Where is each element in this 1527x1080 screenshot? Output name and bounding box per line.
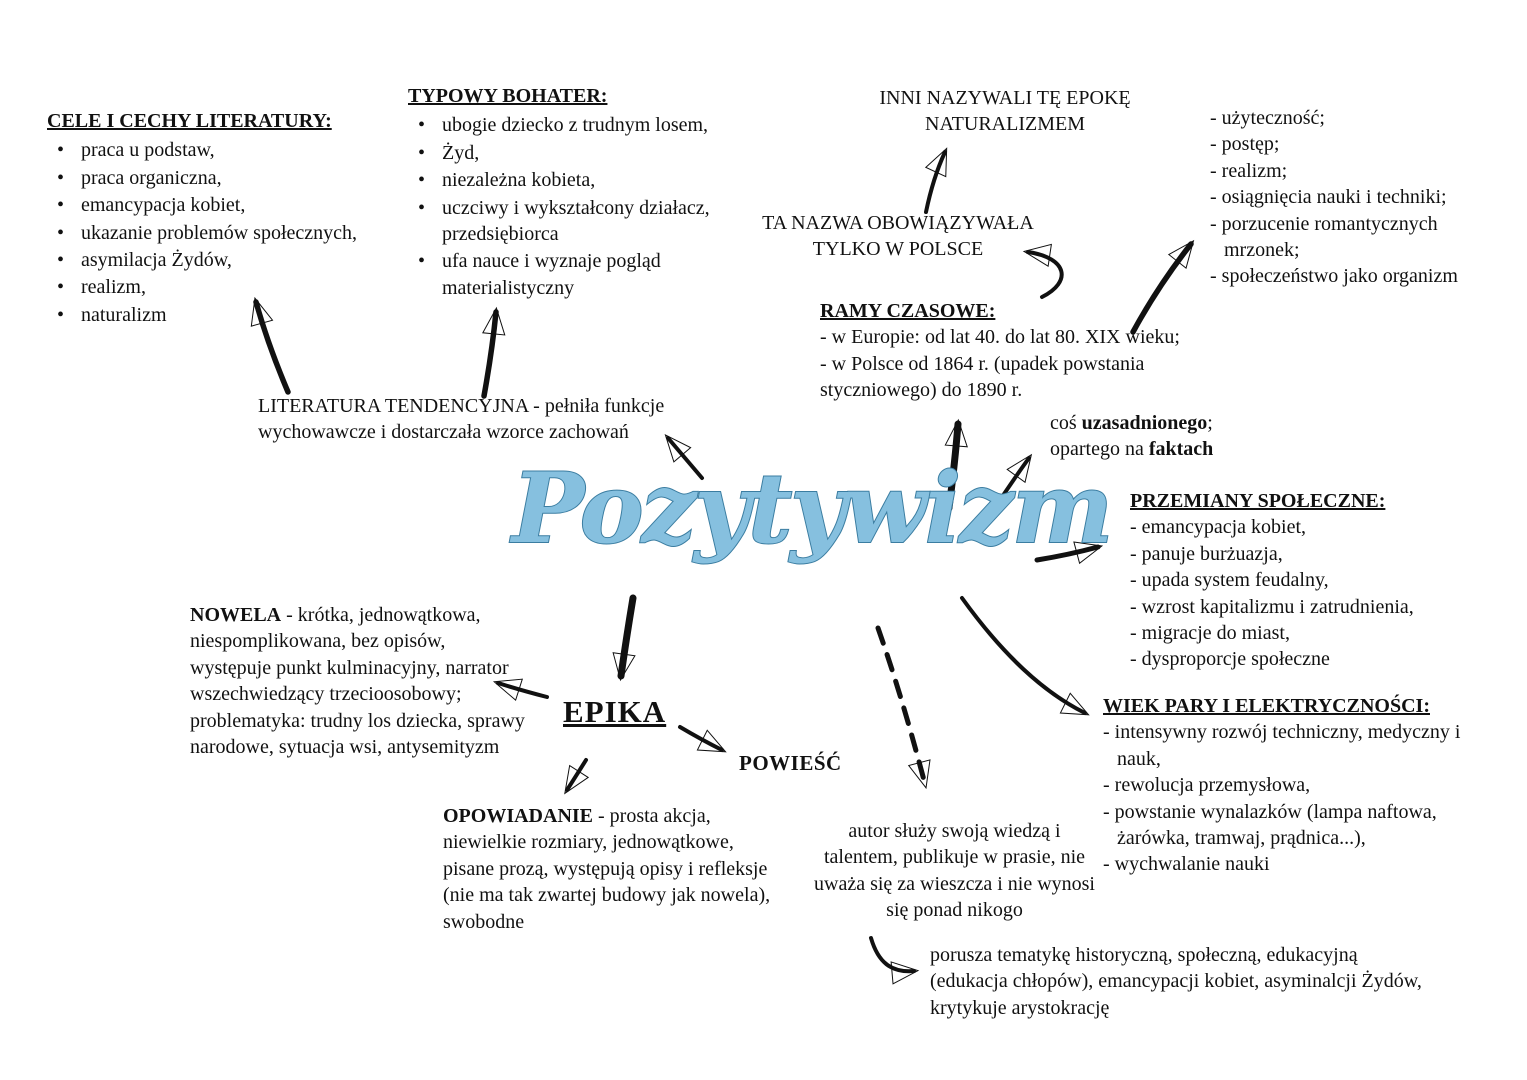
bohater-list bbox=[408, 112, 748, 301]
node-cele-i-cechy bbox=[47, 108, 387, 329]
list-item: • emancypacja kobiet, bbox=[47, 192, 387, 218]
bohater-heading: TYPOWY BOHATER: bbox=[408, 85, 608, 107]
cos-bold2: faktach bbox=[1148, 438, 1214, 461]
cos-line2 bbox=[1050, 436, 1310, 462]
node-literatura-tendencyjna bbox=[258, 393, 713, 446]
list-item: - osiągnięcia nauki i techniki; bbox=[1210, 186, 1447, 209]
list-item: - wychwalanie nauki bbox=[1103, 853, 1270, 876]
node-ta-nazwa bbox=[748, 210, 1048, 263]
opowiadanie-term: OPOWIADANIE bbox=[443, 805, 594, 827]
arrow-ta-nazwa-to-inni bbox=[926, 152, 945, 212]
list-item: - postęp; bbox=[1210, 133, 1280, 156]
arrow-literatura-to-bohater bbox=[484, 312, 496, 396]
arrow-title-to-epika bbox=[621, 598, 633, 676]
node-ramy-czasowe bbox=[820, 298, 1210, 404]
cele-heading: CELE I CECHY LITERATURY: bbox=[47, 110, 332, 132]
ta-nazwa-line2: TYLKO W POLSCE bbox=[812, 238, 984, 261]
list-item: • ufa nauce i wyznaje pogląd materialistyczny bbox=[408, 248, 748, 301]
porusza-text: porusza tematykę historyczną, społeczną, edukacyjną (edukacja chłopów), emancypacji kobiet, asyminalcji Żydów, krytykuje arystokrację bbox=[930, 944, 1422, 1019]
list-item: - emancypacja kobiet, bbox=[1130, 516, 1307, 539]
node-cechy-epoki bbox=[1210, 105, 1495, 290]
node-typowy-bohater bbox=[408, 83, 748, 302]
list-item: • praca organiczna, bbox=[47, 165, 387, 191]
arrow-epika-to-opowiadanie bbox=[567, 760, 586, 790]
list-item: - w Polsce od 1864 r. (upadek powstania styczniowego) do 1890 r. bbox=[820, 352, 1145, 402]
list-item: • asymilacja Żydów, bbox=[47, 247, 387, 273]
arrow-title-to-autor bbox=[878, 628, 925, 784]
list-item: • naturalizm bbox=[47, 302, 387, 328]
list-item: • ukazanie problemów społecznych, bbox=[47, 220, 387, 246]
wiek-pary-heading: WIEK PARY I ELEKTRYCZNOŚCI: bbox=[1103, 695, 1430, 717]
node-nowela bbox=[190, 602, 525, 760]
list-item: • uczciwy i wykształcony działacz, przedsiębiorca bbox=[408, 195, 748, 248]
list-item: • ubogie dziecko z trudnym losem, bbox=[408, 112, 748, 138]
list-item: - rewolucja przemysłowa, bbox=[1103, 774, 1311, 797]
cos-pre2: opartego na bbox=[1050, 438, 1149, 461]
arrow-autor-to-porusza bbox=[871, 938, 914, 971]
opowiadanie-desc: - prosta akcja, niewielkie rozmiary, jednowątkowe, pisane prozą, występują opisy i refleksje (nie ma tak zwartej budowy jak nowela), swobodne bbox=[443, 805, 771, 933]
literatura-text: LITERATURA TENDENCYJNA - pełniła funkcje wychowawcze i dostarczała wzorce zachowań bbox=[258, 395, 665, 444]
list-item: - intensywny rozwój techniczny, medyczny i nauk, bbox=[1103, 721, 1461, 770]
cos-post1: ; bbox=[1207, 412, 1213, 434]
node-porusza bbox=[930, 942, 1435, 1021]
nowela-term: NOWELA bbox=[190, 604, 282, 626]
arrow-title-to-wiek-pary bbox=[962, 598, 1085, 713]
ta-nazwa-line1: TA NAZWA OBOWIĄZYWAŁA bbox=[762, 212, 1034, 234]
cele-list bbox=[47, 137, 387, 328]
cos-pre1: coś bbox=[1050, 412, 1082, 434]
cos-line1 bbox=[1050, 410, 1310, 436]
list-item: - migracje do miast, bbox=[1130, 621, 1290, 644]
list-item: • praca u podstaw, bbox=[47, 137, 387, 163]
list-item: - realizm; bbox=[1210, 159, 1288, 182]
node-wiek-pary bbox=[1103, 693, 1478, 878]
list-item: • niezależna kobieta, bbox=[408, 167, 748, 193]
node-przemiany-spoleczne bbox=[1130, 488, 1470, 673]
list-item: • realizm, bbox=[47, 274, 387, 300]
list-item: - dysproporcje społeczne bbox=[1130, 648, 1330, 671]
ramy-heading: RAMY CZASOWE: bbox=[820, 300, 996, 322]
arrow-epika-to-powiesc bbox=[680, 727, 722, 750]
cos-bold1: uzasadnionego bbox=[1081, 412, 1208, 434]
list-item: • Żyd, bbox=[408, 140, 748, 166]
node-opowiadanie bbox=[443, 803, 773, 935]
list-item: - użyteczność; bbox=[1210, 107, 1325, 129]
list-item: - panuje burżuazja, bbox=[1130, 542, 1283, 565]
list-item: - upada system feudalny, bbox=[1130, 569, 1329, 592]
list-item: - w Europie: od lat 40. do lat 80. XIX wieku; bbox=[820, 326, 1180, 349]
nowela-desc: - krótka, jednowątkowa, niespomplikowana, bez opisów, występuje punkt kulminacyjny, narrator wszechwiedzący trzecioosobowy; problematyka: trudny los dziecka, sprawy narodowe, sytuacja wsi, antysemityzm bbox=[190, 604, 525, 758]
list-item: - powstanie wynalazków (lampa naftowa, żarówka, tramwaj, prądnica...), bbox=[1103, 800, 1437, 849]
inni-line2: NATURALIZMEM bbox=[925, 113, 1085, 136]
list-item: - wzrost kapitalizmu i zatrudnienia, bbox=[1130, 595, 1414, 618]
node-cos-uzasadnionego bbox=[1050, 410, 1310, 463]
node-autor bbox=[812, 818, 1097, 924]
list-item: - społeczeństwo jako organizm bbox=[1210, 265, 1458, 288]
autor-text: autor służy swoją wiedzą i talentem, publikuje w prasie, nie uważa się za wieszcza i nie wynosi się ponad nikogo bbox=[814, 820, 1095, 922]
przemiany-heading: PRZEMIANY SPOŁECZNE: bbox=[1130, 490, 1386, 512]
node-inni-nazywali bbox=[850, 85, 1160, 138]
list-item: - porzucenie romantycznych mrzonek; bbox=[1210, 212, 1438, 261]
inni-line1: INNI NAZYWALI TĘ EPOKĘ bbox=[879, 87, 1131, 109]
node-epika: EPIKA bbox=[563, 694, 667, 729]
node-powiesc: POWIEŚĆ bbox=[739, 751, 842, 775]
title: Pozytywizm bbox=[512, 452, 1112, 565]
